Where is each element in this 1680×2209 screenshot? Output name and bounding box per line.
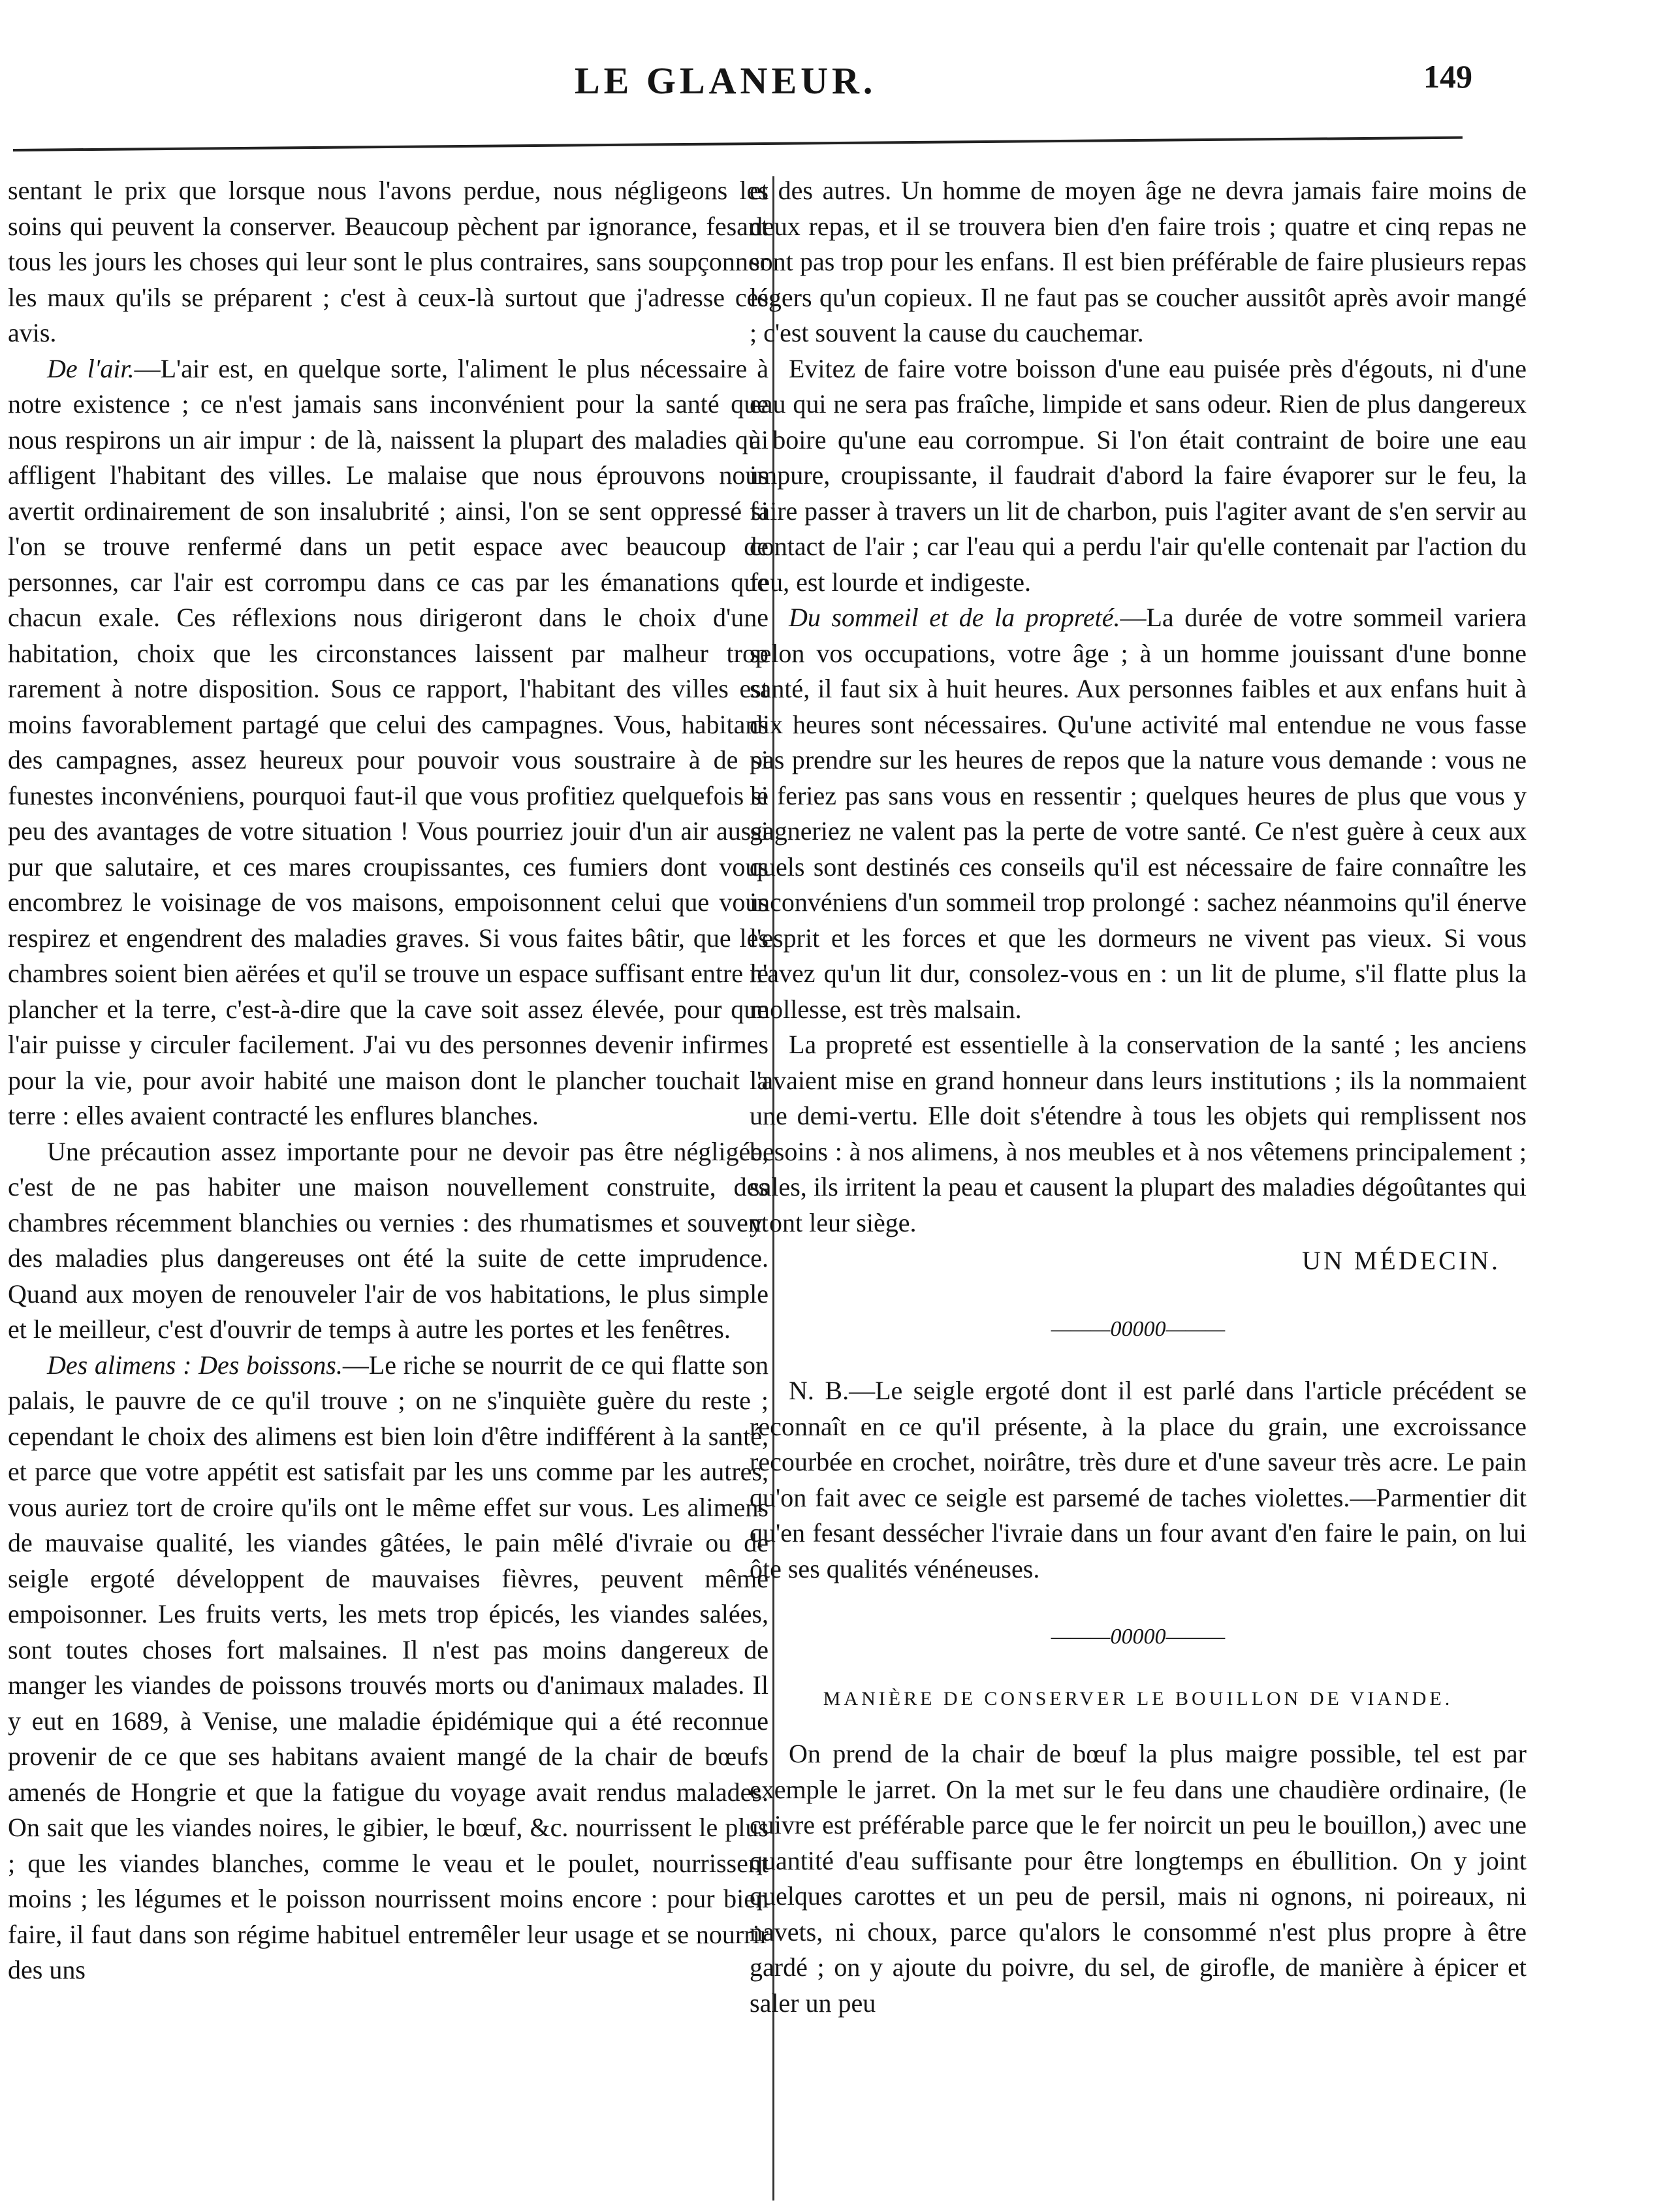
page-header — [0, 46, 1680, 111]
paragraph-sommeil — [750, 600, 1527, 1027]
article-title: MANIÈRE DE CONSERVER LE BOUILLON DE VIANDE. — [823, 1687, 1453, 1709]
paragraph-boisson: Evitez de faire votre boisson d'une eau puisée près d'égouts, ni d'une eau qui ne sera pas fraîche, limpide et sans odeur. Rien de plus dangereux à boire qu'une eau corrompue. Si l'on était contraint de boire une eau impure, croupissante, il faudrait d'abord la faire évaporer sur le feu, la faire passer à travers un lit de charbon, puis l'agiter avant de s'en servir au contact de l'air ; car l'eau qui a perdu l'air qu'elle contenait par l'action du feu, est lourde et indigeste. — [750, 353, 1527, 597]
paragraph-alimens-body: —Le riche se nourrit de ce qui flatte son palais, le pauvre de ce qu'il trouve ; on ne s'inquiète guère du reste ; cependant le choix des alimens est bien loin d'être indifférent à la santé, et parce que votre appétit est satisfait par les uns comme par les autres, vous auriez tort de croire qu'ils ont le même effet sur vous. Les alimens de mauvaise qualité, les viandes gâtées, le pain mêlé d'ivraie ou de seigle ergoté développent de mauvaises fièvres, peuvent même empoisonner. Les fruits verts, les mets trop épicés, les viandes salées, sont toutes choses fort malsaines. Il n'est pas moins dangereux de manger les viandes de poissons trouvés morts ou d'animaux malades. Il y eut en 1689, à Venise, une maladie épidémique qui a été reconnue provenir de ce que ses habitans avaient mangé de la chair de bœufs amenés de Hongrie et que la fatigue du voyage avait rendus malades. On sait que les viandes noires, le gibier, le bœuf, &c. nourrissent le plus ; que les viandes blanches, comme le veau et le poulet, nourrissent moins ; les légumes et le poisson nourrissent moins encore : pour bien faire, il faut dans son régime habituel entremêler leur usage et se nourrir des uns — [8, 1350, 769, 1984]
header-rule — [13, 136, 1463, 151]
page-number: 149 — [1423, 58, 1472, 95]
paragraph-repas: et des autres. Un homme de moyen âge ne devra jamais faire moins de deux repas, et il se trouvera bien d'en faire trois ; quatre et cinq repas ne sont pas trop pour les enfans. Il est bien préférable de faire plusieurs repas légers qu'un copieux. Il ne faut pas se coucher aussitôt après avoir mangé ; c'est souvent la cause du cauchemar. — [750, 176, 1527, 347]
author-signature: UN MÉDECIN. — [1302, 1246, 1500, 1275]
right-column — [750, 173, 1527, 2021]
paragraph-air — [8, 351, 769, 1134]
paragraph-intro-continued: sentant le prix que lorsque nous l'avons perdue, nous négligeons les soins qui peuvent la conserver. Beaucoup pèchent par ignorance, fesant tous les jours les choses qui leur sont le plus contraires, sans soupçonner les maux qu'ils se préparent ; c'est à ceux-là surtout que j'adresse ces avis. — [8, 176, 769, 347]
newspaper-title: LE GLANEUR. — [575, 59, 877, 102]
paragraph-air-body: —L'air est, en quelque sorte, l'aliment le plus nécessaire à notre existence ; ce n'est jamais sans inconvénient pour la santé que nous respirons un air impur : de là, naissent la plupart des maladies qui affligent l'habitant des villes. Le malaise que nous éprouvons nous avertit ordinairement de son insalubrité ; ainsi, l'on se sent oppressé si l'on se trouve renfermé dans un petit espace avec beaucoup de personnes, car l'air est corrompu dans ce cas par les émanations que chacun exale. Ces réflexions nous dirigeront dans le choix d'une habitation, choix que les circonstances laissent par malheur trop rarement à notre disposition. Sous ce rapport, l'habitant des villes est moins favorablement partagé que celui des campagnes. Vous, habitans des campagnes, assez heureux pour pouvoir vous soustraire à de si funestes inconvéniens, pourquoi faut-il que vous profitiez quelquefois si peu des avantages de votre situation ! Vous pourriez jouir d'un air aussi pur que salutaire, et ces mares croupissantes, ces fumiers dont vous encombrez le voisinage de vos maisons, empoisonnent celui que vous respirez et engendrent des maladies graves. Si vous faites bâtir, que les chambres soient bien aërées et qu'il se trouve un espace suffisant entre le plancher et la terre, c'est-à-dire que la cave soit assez élevée, pour que l'air puisse y circuler facilement. J'ai vu des personnes devenir infirmes pour la vie, pour avoir habité une maison dont le plancher touchait la terre : elles avaient contracté les enflures blanches. — [8, 353, 769, 1130]
section-ornament: ———00000——— — [1051, 1625, 1226, 1649]
paragraph-note: N. B.—Le seigle ergoté dont il est parlé dans l'article précédent se reconnaît en ce qu'il présente, à la place du grain, une excroissance recourbée en crochet, noirâtre, très dure et d'une saveur très acre. Le pain qu'on fait avec ce seigle est parsemé de taches violettes.—Parmentier dit qu'en fesant dessécher l'ivraie dans un four avant d'en faire le pain, on lui ôte ses qualités vénéneuses. — [750, 1376, 1527, 1583]
left-column — [8, 173, 769, 1988]
paragraph-bouillon: On prend de la chair de bœuf la plus maigre possible, tel est par exemple le jarret. On la met sur le feu dans une chaudière ordinaire, (le cuivre est préférable parce que le fer noircit un peu le bouillon,) avec une quantité d'eau suffisante pour être longtemps en ébullition. On y joint quelques carottes et un peu de persil, mais ni ognons, ni poireaux, ni navets, ni choux, parce qu'alors le consommé n'est plus propre à être gardé ; on y ajoute du poivre, du sel, de girofle, de manière à épicer et saler un peu — [750, 1739, 1527, 2018]
section-heading-alimens: Des alimens : Des boissons. — [47, 1350, 343, 1380]
section-heading-air: De l'air. — [47, 353, 135, 383]
section-ornament: ———00000——— — [1051, 1316, 1226, 1341]
paragraph-sommeil-body: —La durée de votre sommeil variera selon vos occupations, votre âge ; à un homme jouissant d'une bonne santé, il faut six à huit heures. Aux personnes faibles et aux enfans huit à dix heures sont nécessaires. Qu'une activité mal entendue ne vous fasse pas prendre sur les heures de repos que la nature vous demande : vous ne le feriez pas sans vous en ressentir ; quelques heures de plus que vous y gagneriez ne valent pas la perte de votre santé. Ce n'est guère à ceux aux quels sont destinés ces conseils qu'il est nécessaire de faire connaître les inconvéniens d'un sommeil trop prolongé : sachez néanmoins qu'il énerve l'esprit et les forces et que les dormeurs ne vivent pas vieux. Si vous n'avez qu'un lit dur, consolez-vous en : un lit de plume, s'il flatte plus la mollesse, est très malsain. — [750, 603, 1527, 1024]
section-heading-sommeil: Du sommeil et de la propreté. — [789, 603, 1120, 632]
paragraph-alimens — [8, 1348, 769, 1988]
paragraph-precaution: Une précaution assez importante pour ne devoir pas être négligée, c'est de ne pas habiter une maison nouvellement construite, des chambres récemment blanchies ou vernies : des rhumatismes et souvent des maladies plus dangereuses ont été la suite de cette imprudence. Quand aux moyen de renouveler l'air de vos habitations, le plus simple et le meilleur, c'est d'ouvrir de temps à autre les portes et les fenêtres. — [8, 1136, 769, 1344]
paragraph-proprete: La propreté est essentielle à la conservation de la santé ; les anciens l'avaient mise en grand honneur dans leurs institutions ; ils la nommaient une demi-vertu. Elle doit s'étendre à tous les objets qui remplissent nos besoins : à nos alimens, à nos meubles et à nos vêtemens principalement ; sales, ils irritent la peau et causent la plupart des maladies dégoûtantes qui y ont leur siège. — [750, 1030, 1527, 1237]
